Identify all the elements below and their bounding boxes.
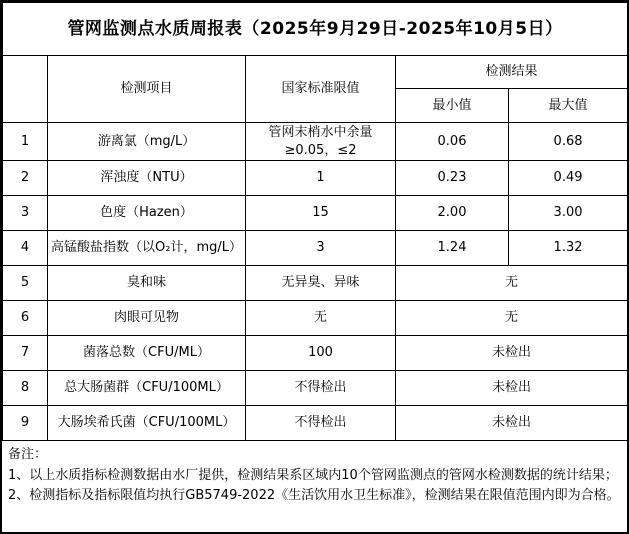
row-number: 8 bbox=[3, 371, 48, 406]
standard-cell: 15 bbox=[246, 196, 396, 231]
row-number: 3 bbox=[3, 196, 48, 231]
min-cell: 0.23 bbox=[396, 161, 509, 196]
table-row bbox=[3, 336, 628, 371]
standard-cell: 1 bbox=[246, 161, 396, 196]
result-cell: 无 bbox=[396, 301, 628, 336]
header-item: 检测项目 bbox=[48, 56, 246, 123]
table-row bbox=[3, 301, 628, 336]
row-number: 2 bbox=[3, 161, 48, 196]
row-number: 9 bbox=[3, 406, 48, 441]
standard-cell: 无异臭、异味 bbox=[246, 266, 396, 301]
table-row bbox=[3, 406, 628, 441]
result-cell: 未检出 bbox=[396, 336, 628, 371]
header-result: 检测结果 bbox=[396, 56, 628, 89]
item-cell: 臭和味 bbox=[48, 266, 246, 301]
item-cell: 游离氯（mg/L） bbox=[48, 123, 246, 161]
result-cell: 无 bbox=[396, 266, 628, 301]
item-cell: 色度（Hazen） bbox=[48, 196, 246, 231]
item-cell: 大肠埃希氏菌（CFU/100ML） bbox=[48, 406, 246, 441]
row-number: 7 bbox=[3, 336, 48, 371]
row-number: 6 bbox=[3, 301, 48, 336]
result-cell: 未检出 bbox=[396, 406, 628, 441]
item-cell: 菌落总数（CFU/ML） bbox=[48, 336, 246, 371]
notes-line-1: 1、以上水质指标检测数据由水厂提供，检测结果系区域内10个管网监测点的管网水检测数据的统计结果； bbox=[8, 467, 618, 483]
max-cell: 3.00 bbox=[509, 196, 628, 231]
table-row bbox=[3, 196, 628, 231]
min-cell: 0.06 bbox=[396, 123, 509, 161]
item-cell: 浑浊度（NTU） bbox=[48, 161, 246, 196]
header-min: 最小值 bbox=[396, 89, 509, 123]
max-cell: 0.68 bbox=[509, 123, 628, 161]
row-number: 4 bbox=[3, 231, 48, 266]
table-row bbox=[3, 161, 628, 196]
header-standard: 国家标准限值 bbox=[246, 56, 396, 123]
table-row bbox=[3, 371, 628, 406]
standard-cell: 3 bbox=[246, 231, 396, 266]
standard-cell: 无 bbox=[246, 301, 396, 336]
item-cell: 高锰酸盐指数（以O₂计，mg/L） bbox=[48, 231, 246, 266]
row-number: 1 bbox=[3, 123, 48, 161]
standard-cell: 不得检出 bbox=[246, 371, 396, 406]
item-cell: 总大肠菌群（CFU/100ML） bbox=[48, 371, 246, 406]
table-row bbox=[3, 231, 628, 266]
title-row bbox=[3, 3, 628, 56]
max-cell: 0.49 bbox=[509, 161, 628, 196]
page-title: 管网监测点水质周报表（2025年9月29日-2025年10月5日） bbox=[3, 3, 628, 56]
table-row bbox=[3, 266, 628, 301]
notes-line-2: 2、检测指标及指标限值均执行GB5749-2022《生活饮用水卫生标准》，检测结果在限值范围内即为合格。 bbox=[8, 488, 620, 504]
standard-cell: 100 bbox=[246, 336, 396, 371]
row-number: 5 bbox=[3, 266, 48, 301]
header-max: 最大值 bbox=[509, 89, 628, 123]
notes-label: 备注： bbox=[8, 447, 48, 463]
item-cell: 肉眼可见物 bbox=[48, 301, 246, 336]
footer-notes bbox=[2, 441, 627, 534]
table-row bbox=[3, 123, 628, 161]
min-cell: 2.00 bbox=[396, 196, 509, 231]
standard-cell: 不得检出 bbox=[246, 406, 396, 441]
standard-cell: 管网末梢水中余量≥0.05，≤2 bbox=[246, 123, 396, 161]
header-index bbox=[3, 56, 48, 123]
min-cell: 1.24 bbox=[396, 231, 509, 266]
water-quality-table bbox=[2, 2, 628, 441]
max-cell: 1.32 bbox=[509, 231, 628, 266]
result-cell: 未检出 bbox=[396, 371, 628, 406]
header-row-1 bbox=[3, 56, 628, 89]
